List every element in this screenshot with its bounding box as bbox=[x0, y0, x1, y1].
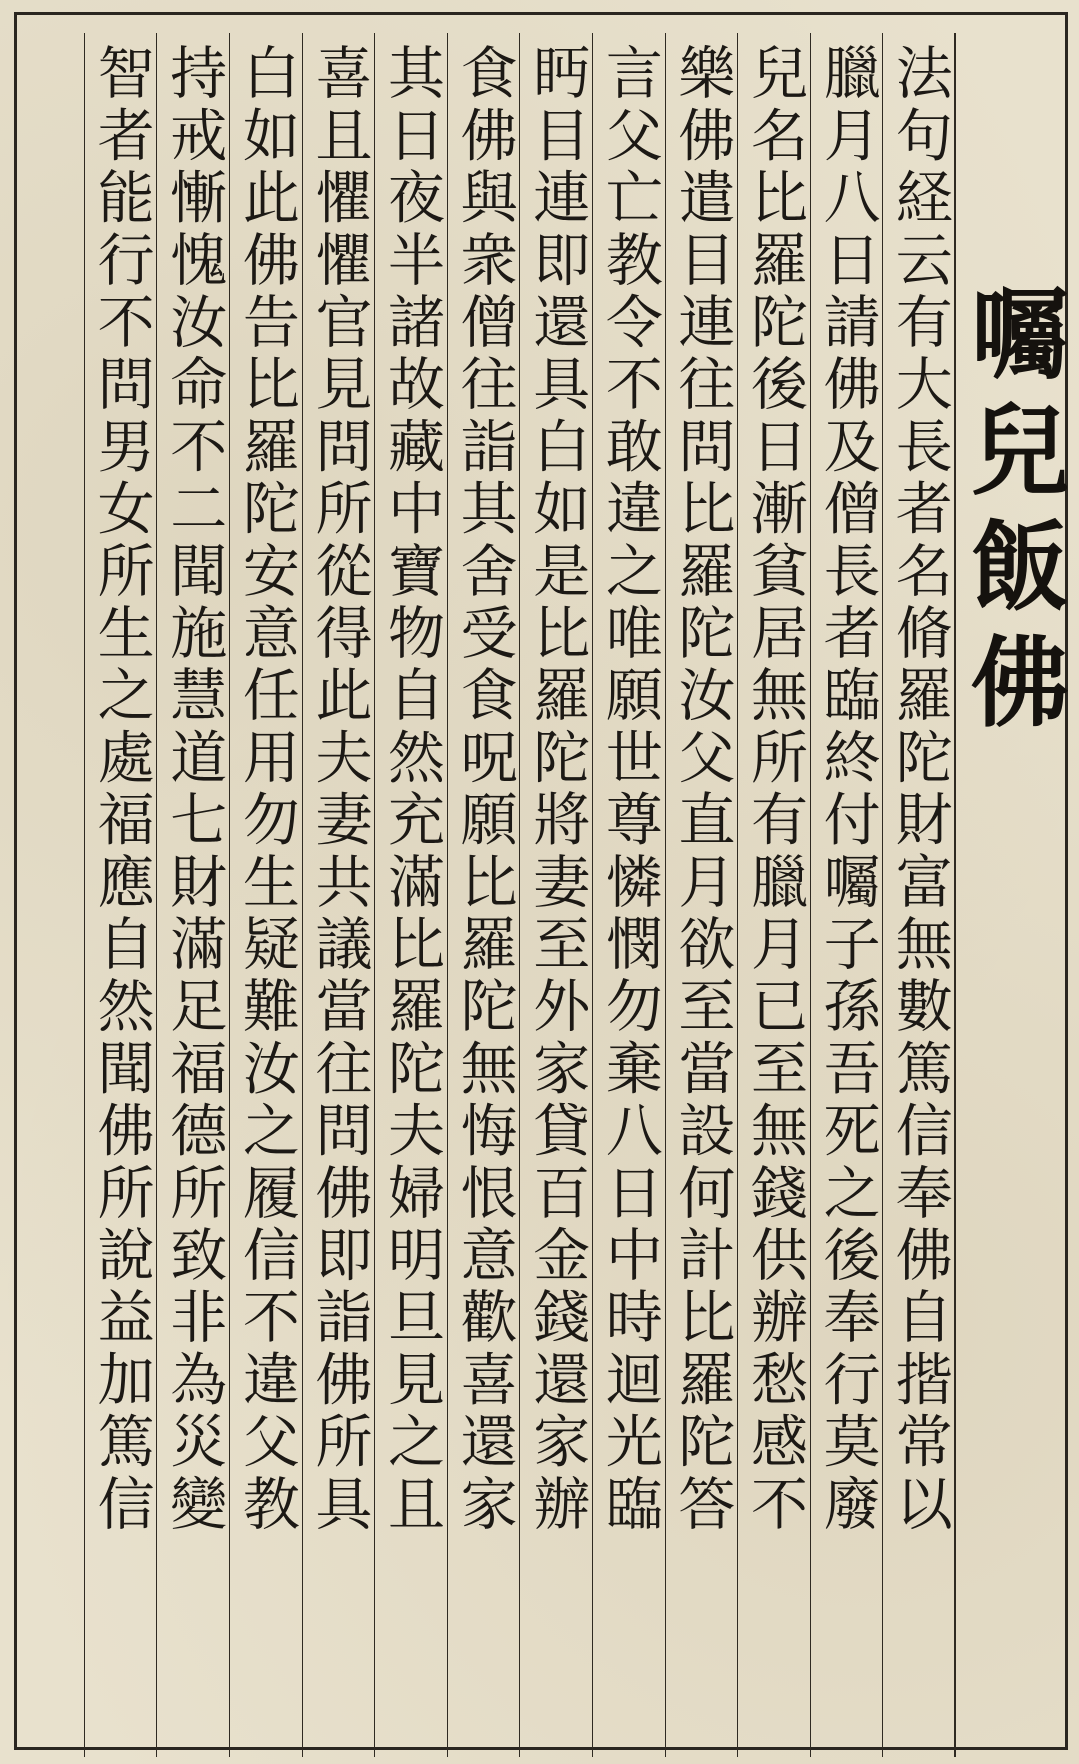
text-columns bbox=[37, 33, 955, 1757]
text-column bbox=[519, 33, 592, 1757]
chapter-title: 囑兒飯佛 bbox=[954, 283, 1070, 747]
text-column bbox=[882, 33, 955, 1757]
column-text: 持戒慚愧汝命不二聞施慧道七財滿足福德所致非為災變 bbox=[160, 43, 227, 1536]
page-border bbox=[14, 12, 1068, 1750]
text-column bbox=[592, 33, 665, 1757]
text-column bbox=[229, 33, 302, 1757]
text-column bbox=[737, 33, 810, 1757]
title-column bbox=[954, 33, 1070, 1757]
text-column bbox=[84, 33, 157, 1757]
text-column bbox=[156, 33, 229, 1757]
column-text: 兒名比羅陀後日漸貧居無所有臘月已至無錢供辦愁感不 bbox=[741, 43, 808, 1536]
column-text: 言父亡教令不敢違之唯願世尊憐憫勿棄八日中時迴光臨 bbox=[596, 43, 663, 1536]
column-text: 食佛與衆僧往詣其舍受食呪願比羅陀無悔恨意歡喜還家 bbox=[451, 43, 518, 1536]
column-text: 眄目連即還具白如是比羅陀將妻至外家貸百金錢還家辦 bbox=[523, 43, 590, 1536]
column-text: 臘月八日請佛及僧長者臨終付囑子孫吾死之後奉行莫廢 bbox=[814, 43, 881, 1536]
text-column bbox=[374, 33, 447, 1757]
column-text: 白如此佛告比羅陀安意任用勿生疑難汝之履信不違父教 bbox=[233, 43, 300, 1536]
column-text: 喜且懼懼官見問所從得此夫妻共議當往問佛即詣佛所具 bbox=[305, 43, 372, 1536]
text-column bbox=[302, 33, 375, 1757]
column-text: 樂佛遣目連往問比羅陀汝父直月欲至當設何計比羅陀答 bbox=[668, 43, 735, 1536]
column-text: 法句経云有大長者名脩羅陀財富無數篤信奉佛自揩常以 bbox=[886, 43, 953, 1536]
column-text: 智者能行不問男女所生之處福應自然聞佛所說益加篤信 bbox=[88, 43, 155, 1536]
text-column bbox=[447, 33, 520, 1757]
text-column bbox=[665, 33, 738, 1757]
column-text: 其日夜半諸故藏中寶物自然充滿比羅陀夫婦明旦見之且 bbox=[378, 43, 445, 1536]
text-column bbox=[810, 33, 883, 1757]
